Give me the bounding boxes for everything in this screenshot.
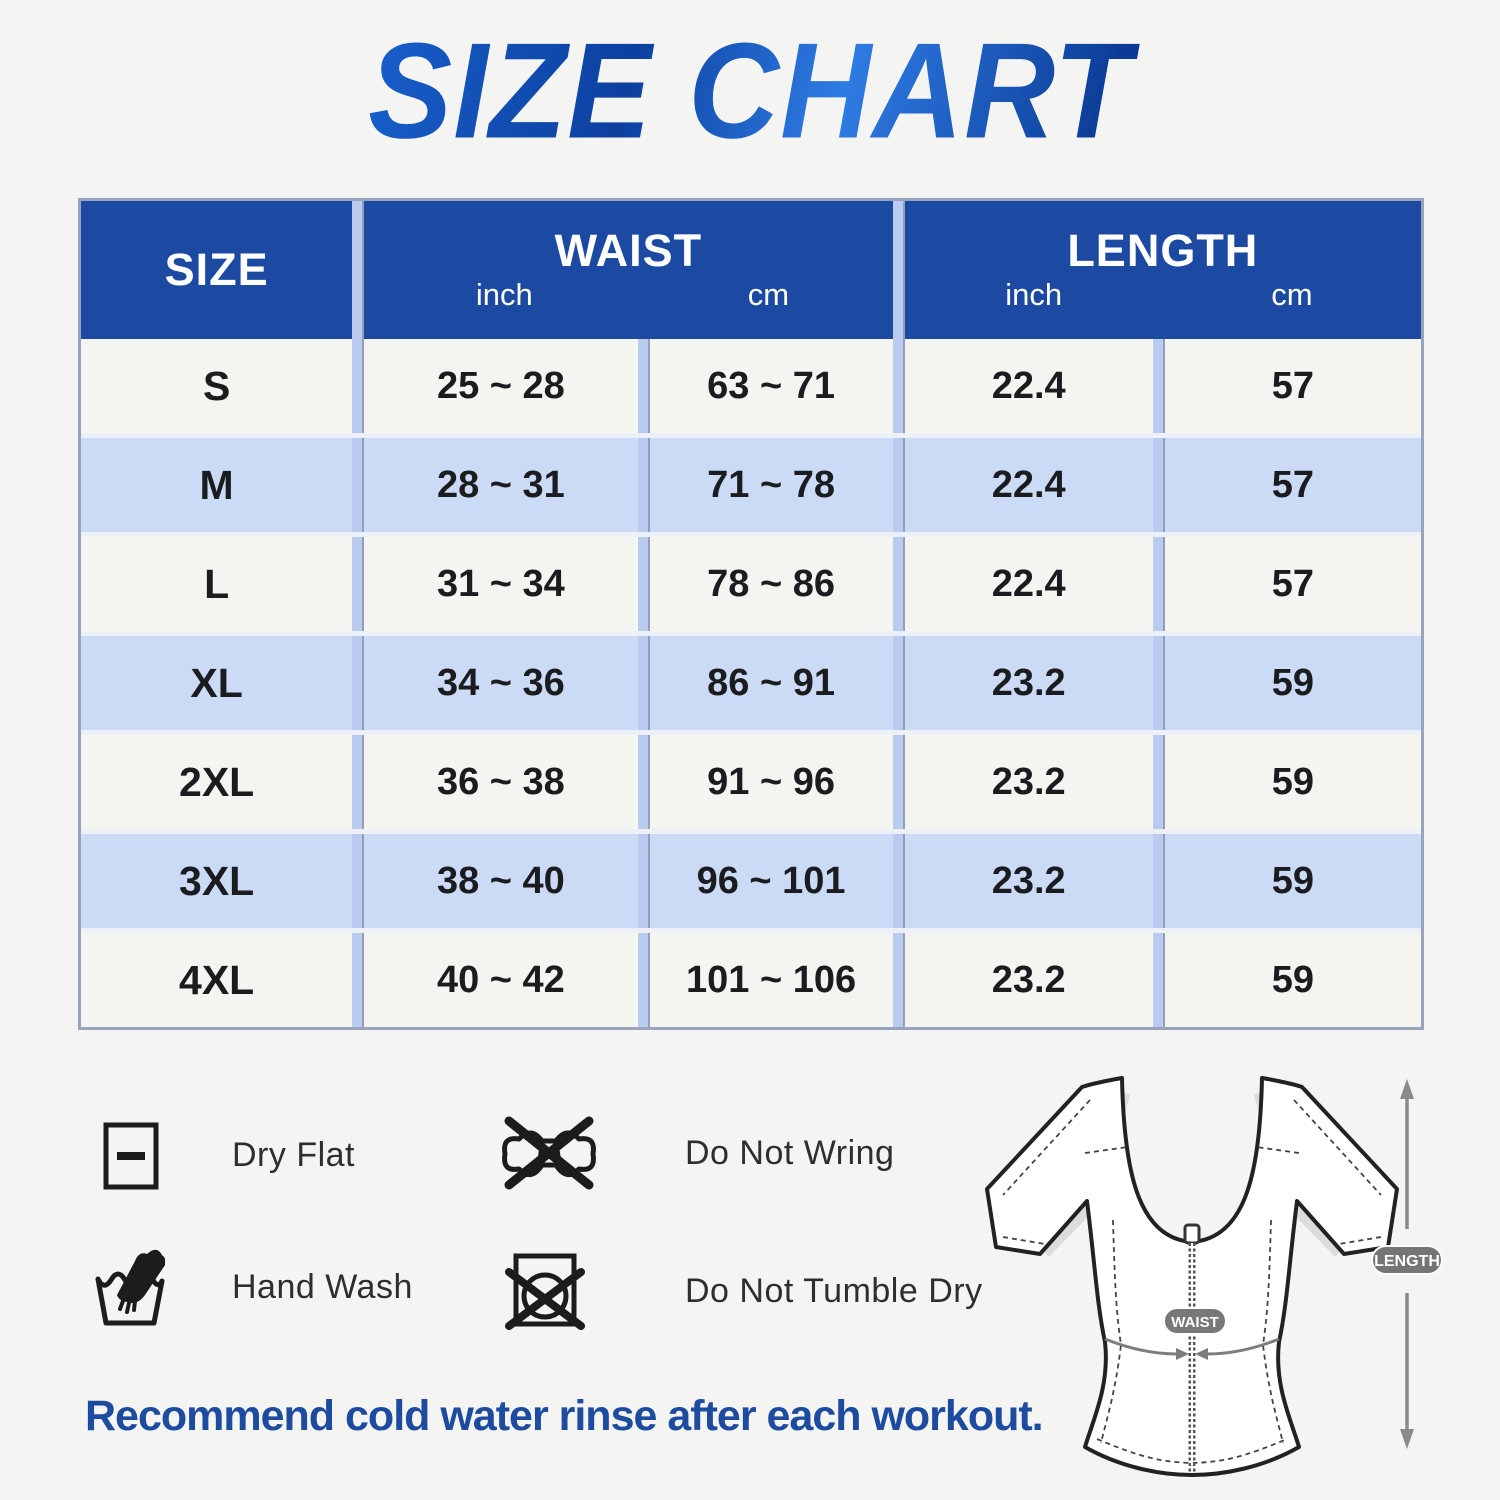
table-row — [81, 438, 1421, 532]
waist-inch-cell: 36 ~ 38 — [362, 735, 637, 829]
length-cm-cell: 57 — [1163, 438, 1421, 532]
do-not-tumble-dry-icon — [505, 1252, 585, 1332]
waist-cm-cell: 78 ~ 86 — [648, 537, 893, 631]
column-header-size — [81, 201, 352, 339]
length-inch-cell: 23.2 — [903, 933, 1153, 1027]
length-cm-cell: 59 — [1163, 834, 1421, 928]
waist-cm-cell: 91 ~ 96 — [648, 735, 893, 829]
care-label-dry-flat: Dry Flat — [232, 1136, 355, 1174]
waist-cm-cell: 86 ~ 91 — [648, 636, 893, 730]
waist-cm-cell: 96 ~ 101 — [648, 834, 893, 928]
length-inch-unit-label: inch — [1005, 276, 1063, 312]
waist-cm-cell: 101 ~ 106 — [648, 933, 893, 1027]
length-cm-cell: 59 — [1163, 735, 1421, 829]
waist-inch-cell: 31 ~ 34 — [362, 537, 637, 631]
svg-text:LENGTH: LENGTH — [1374, 1253, 1440, 1270]
zipper-pull — [1185, 1225, 1199, 1243]
table-row — [81, 834, 1421, 928]
size-cell: M — [81, 438, 352, 532]
table-header-row — [81, 201, 1421, 339]
waist-badge — [1164, 1308, 1226, 1334]
waist-cm-cell: 71 ~ 78 — [648, 438, 893, 532]
length-inch-cell: 22.4 — [903, 438, 1153, 532]
care-label-do-not-tumble-dry: Do Not Tumble Dry — [685, 1272, 983, 1310]
column-header-waist — [362, 201, 892, 339]
length-inch-cell: 22.4 — [903, 537, 1153, 631]
length-inch-cell: 23.2 — [903, 834, 1153, 928]
table-row — [81, 636, 1421, 730]
length-cm-unit-label: cm — [1271, 276, 1313, 312]
length-cm-cell: 59 — [1163, 636, 1421, 730]
footer-note: Recommend cold water rinse after each workout. — [85, 1392, 1043, 1440]
table-row — [81, 933, 1421, 1027]
table-row — [81, 735, 1421, 829]
size-cell: 2XL — [81, 735, 352, 829]
waist-cm-unit-label: cm — [747, 276, 790, 312]
waist-inch-cell: 38 ~ 40 — [362, 834, 637, 928]
length-inch-cell: 23.2 — [903, 636, 1153, 730]
size-table — [78, 198, 1424, 1030]
size-cell: 3XL — [81, 834, 352, 928]
do-not-wring-icon — [497, 1116, 601, 1190]
waist-inch-cell: 40 ~ 42 — [362, 933, 637, 1027]
table-body — [81, 339, 1421, 1027]
length-inch-cell: 23.2 — [903, 735, 1153, 829]
hand-wash-icon — [95, 1243, 165, 1327]
length-header-label: LENGTH — [1067, 225, 1259, 277]
length-badge — [1372, 1246, 1442, 1274]
size-header-label: SIZE — [164, 244, 269, 296]
length-cm-cell: 57 — [1163, 537, 1421, 631]
size-cell: L — [81, 537, 352, 631]
page-title: SIZE CHART — [0, 12, 1500, 169]
size-cell: S — [81, 339, 352, 433]
length-cm-cell: 59 — [1163, 933, 1421, 1027]
waist-inch-unit-label: inch — [475, 276, 533, 312]
size-cell: 4XL — [81, 933, 352, 1027]
waist-inch-cell: 28 ~ 31 — [362, 438, 637, 532]
length-cm-cell: 57 — [1163, 339, 1421, 433]
care-label-hand-wash: Hand Wash — [232, 1268, 413, 1306]
table-row — [81, 537, 1421, 631]
size-cell: XL — [81, 636, 352, 730]
table-row — [81, 339, 1421, 433]
length-inch-cell: 22.4 — [903, 339, 1153, 433]
svg-text:WAIST: WAIST — [1171, 1314, 1219, 1331]
waist-header-label: WAIST — [554, 225, 703, 277]
waist-inch-cell: 34 ~ 36 — [362, 636, 637, 730]
waist-cm-cell: 63 ~ 71 — [648, 339, 893, 433]
care-label-do-not-wring: Do Not Wring — [685, 1134, 895, 1172]
waist-inch-cell: 25 ~ 28 — [362, 339, 637, 433]
column-header-length — [903, 201, 1421, 339]
dry-flat-icon — [103, 1122, 159, 1190]
